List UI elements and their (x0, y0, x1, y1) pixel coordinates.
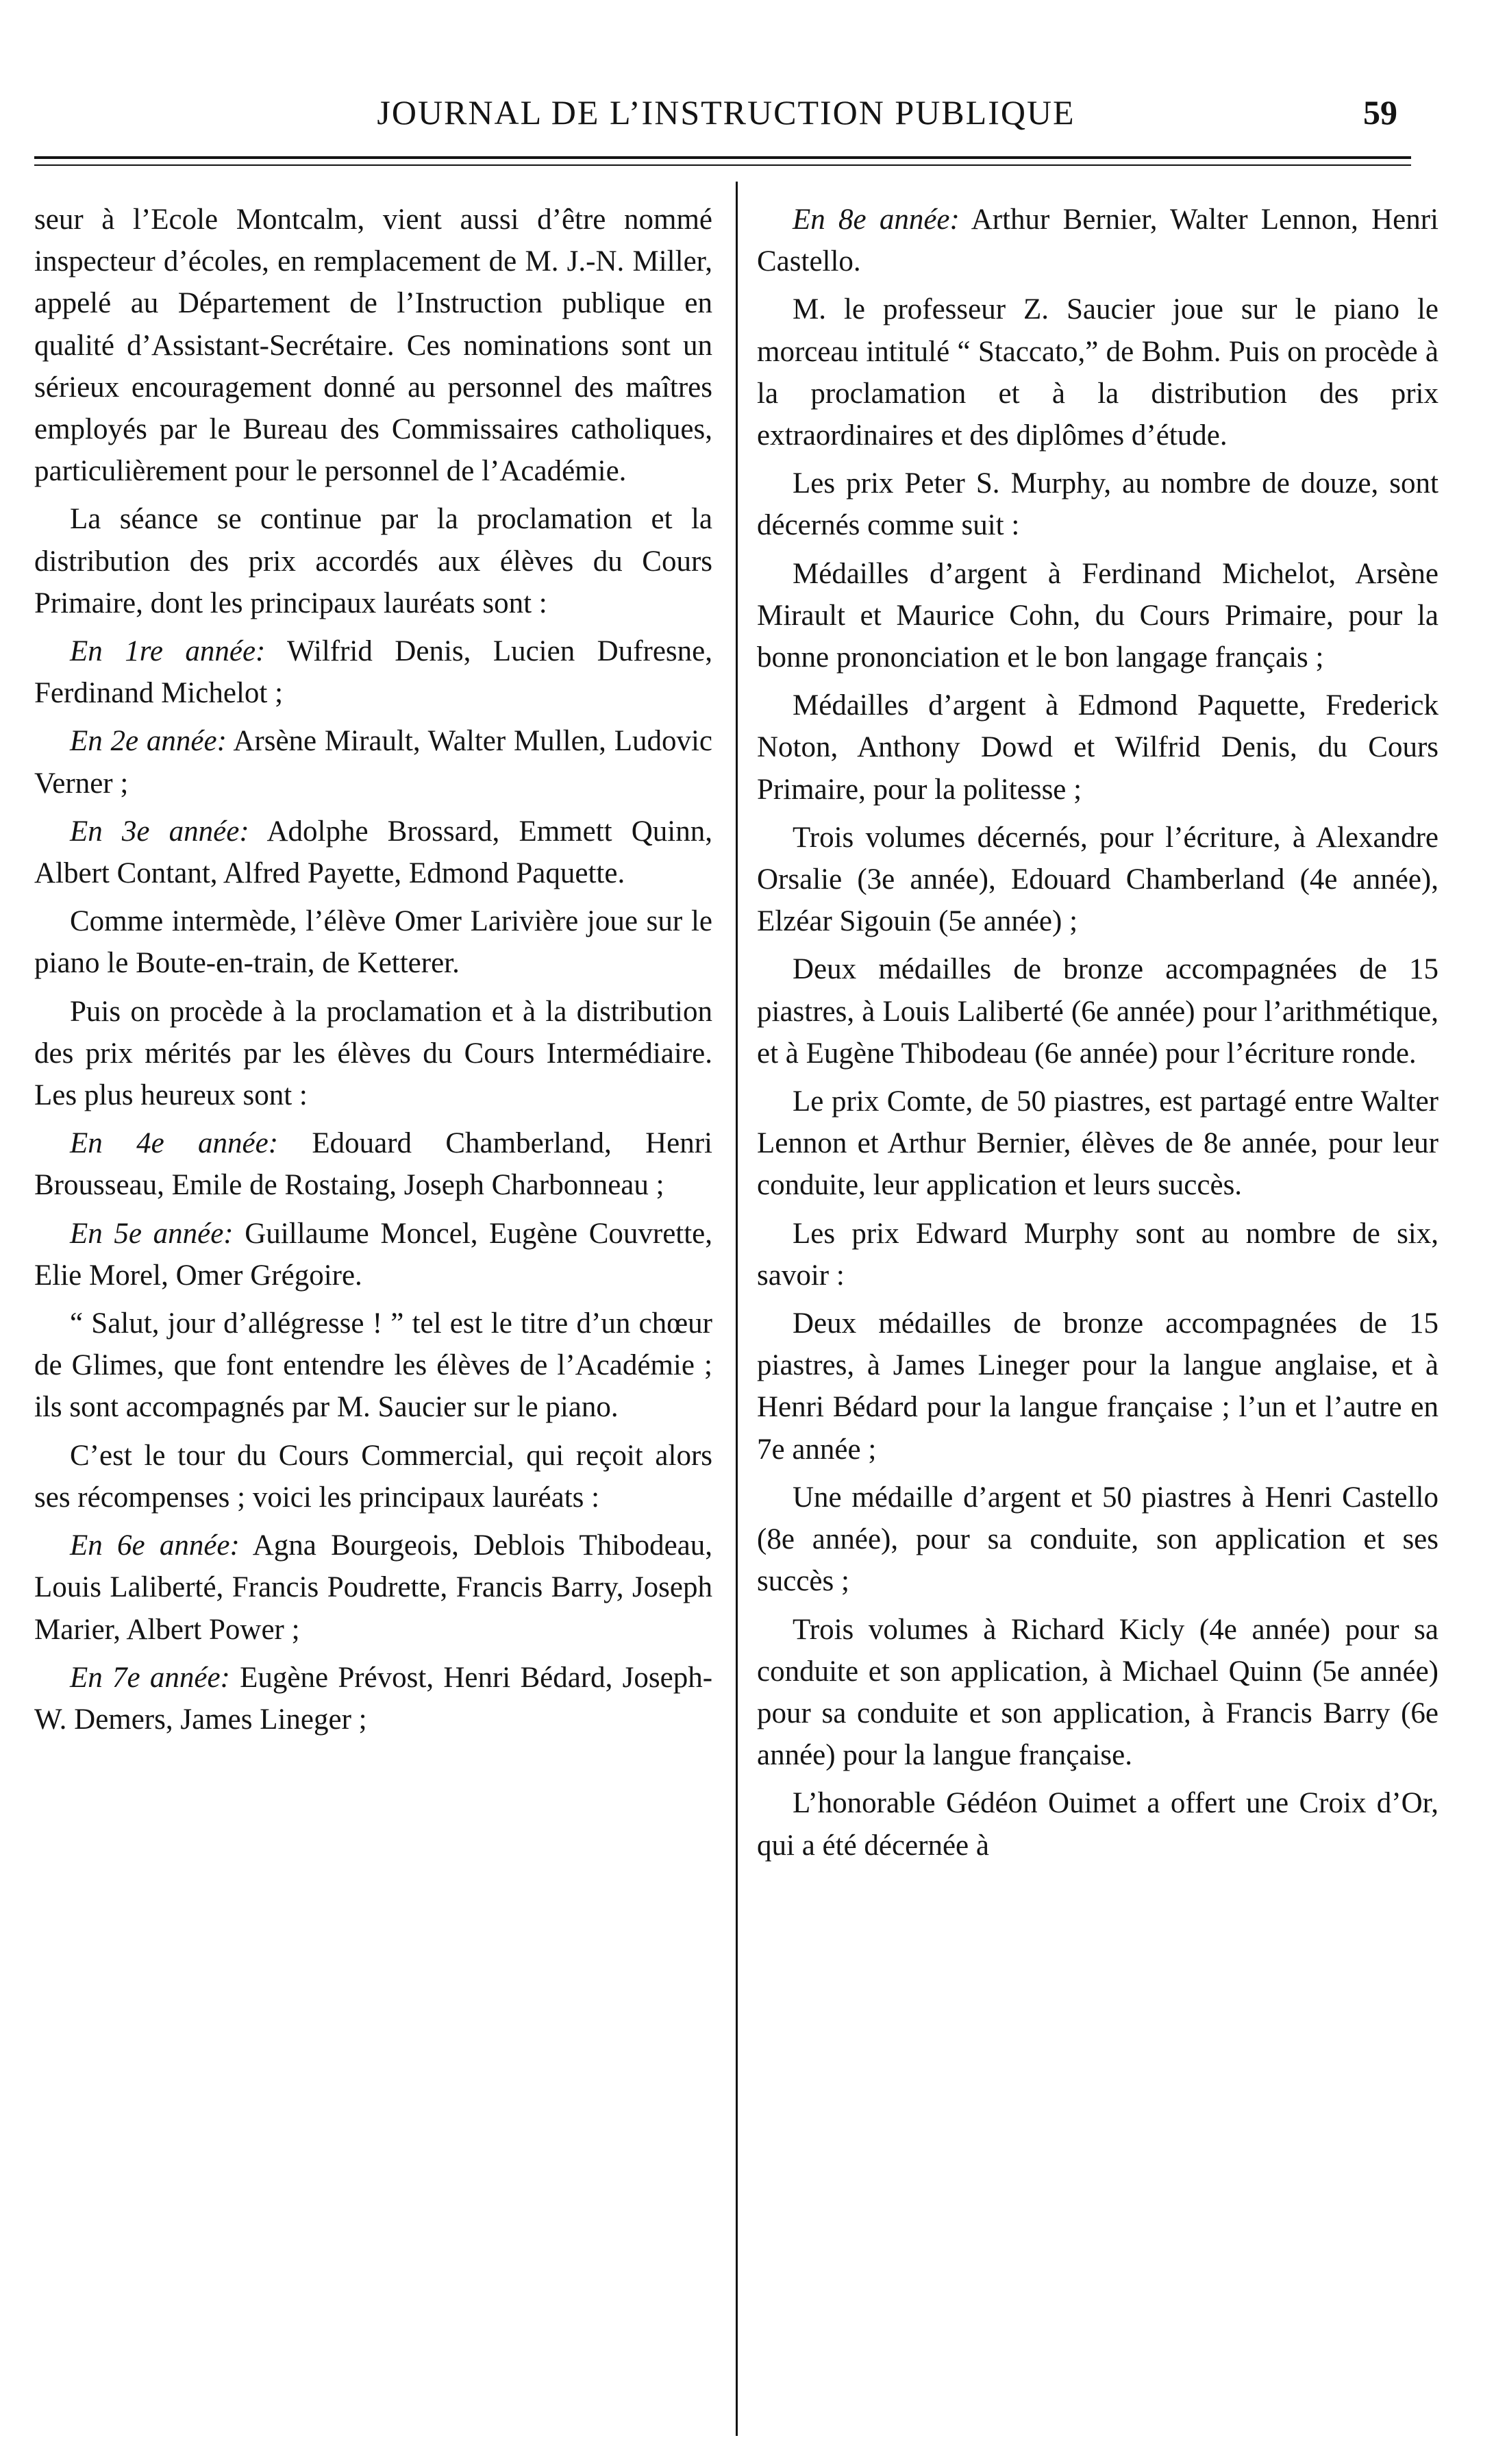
paragraph (757, 199, 1438, 282)
paragraph-text: “ Salut, jour d’allégresse ! ” tel est le titre d’un chœur de Glimes, que font entendre les élèves de l’Académie ; ils sont accompagnés par M. Saucier sur le piano. (34, 1307, 712, 1424)
paragraph (757, 948, 1438, 1074)
column-divider (736, 182, 738, 2436)
paragraph-text: Médailles d’argent à Ferdinand Michelot, Arsène Mirault et Maurice Cohn, du Cours Primaire, pour la bonne prononciation et le bon langage français ; (757, 557, 1438, 674)
paragraph (34, 900, 712, 984)
paragraph-text: L’honorable Gédéon Ouimet a offert une Croix d’Or, qui a été décernée à (757, 1787, 1438, 1862)
right-column (757, 199, 1438, 1873)
paragraph-text: Arsène Mirault, Walter Mullen, Ludovic Verner ; (34, 725, 712, 800)
left-column (34, 199, 712, 1747)
paragraph (757, 1782, 1438, 1866)
paragraph (34, 1303, 712, 1429)
grade-label: En 4e année: (70, 1127, 279, 1160)
paragraph-text: Edouard Chamberland, Henri Brousseau, Emile de Rostaing, Joseph Charbonneau ; (34, 1127, 713, 1202)
grade-label: En 7e année: (70, 1661, 230, 1694)
grade-label: En 8e année: (793, 204, 960, 236)
paragraph-text: La séance se continue par la proclamation et la distribution des prix accordés aux élèves du Cours Primaire, dont les principaux lauréats sont : (34, 503, 712, 619)
paragraph (757, 463, 1438, 546)
grade-label: En 3e année: (70, 815, 249, 848)
paragraph-text: seur à l’Ecole Montcalm, vient aussi d’être nommé inspecteur d’écoles, en remplacement de M. J.-N. Miller, appelé au Département de l’Instruction publique en qualité d’Assistant-Secrétaire. Ces nominations sont un sérieux encouragement donné au personnel des maîtres employés par le Bureau des Commissaires catholiques, particulièrement pour le personnel de l’Académie. (34, 204, 712, 488)
paragraph (34, 1657, 712, 1740)
paragraph (34, 811, 712, 894)
paragraph (34, 630, 712, 714)
paragraph-text: Adolphe Brossard, Emmett Quinn, Albert Contant, Alfred Payette, Edmond Paquette. (34, 815, 712, 890)
paragraph-text: Deux médailles de bronze accompagnées de 15 piastres, à James Lineger pour la langue anglaise, et à Henri Bédard pour la langue française ; l’un et l’autre en 7e année ; (757, 1307, 1438, 1466)
paragraph (34, 199, 712, 492)
paragraph-text: Une médaille d’argent et 50 piastres à Henri Castello (8e année), pour sa conduite, son application et ses succès ; (757, 1481, 1438, 1598)
paragraph-text: Eugène Prévost, Henri Bédard, Joseph-W. Demers, James Lineger ; (34, 1661, 713, 1736)
paragraph (757, 1081, 1438, 1207)
paragraph-text: C’est le tour du Cours Commercial, qui reçoit alors ses récompenses ; voici les principaux lauréats : (34, 1439, 712, 1514)
paragraph-text: Les prix Peter S. Murphy, au nombre de douze, sont décernés comme suit : (757, 467, 1438, 542)
paragraph-text: Guillaume Moncel, Eugène Couvrette, Elie Morel, Omer Grégoire. (34, 1217, 713, 1292)
paragraph (34, 1525, 712, 1651)
paragraph (757, 817, 1438, 943)
paragraph-text: Le prix Comte, de 50 piastres, est partagé entre Walter Lennon et Arthur Bernier, élèves de 8e année, pour leur conduite, leur application et leurs succès. (757, 1085, 1438, 1202)
paragraph-text: Trois volumes décernés, pour l’écriture, à Alexandre Orsalie (3e année), Edouard Chamberland (4e année), Elzéar Sigouin (5e année) ; (757, 821, 1438, 938)
paragraph-text: Arthur Bernier, Walter Lennon, Henri Castello. (757, 204, 1439, 278)
paragraph (757, 288, 1438, 456)
paragraph-text: Wilfrid Denis, Lucien Dufresne, Ferdinand Michelot ; (34, 635, 712, 710)
paragraph-text: Les prix Edward Murphy sont au nombre de six, savoir : (757, 1217, 1438, 1292)
grade-label: En 5e année: (70, 1217, 234, 1250)
journal-title: JOURNAL DE L’INSTRUCTION PUBLIQUE (377, 93, 1075, 132)
header-rule-thick (34, 156, 1411, 159)
paragraph (34, 498, 712, 624)
paragraph (34, 1435, 712, 1518)
paragraph (34, 720, 712, 804)
grade-label: En 6e année: (70, 1529, 240, 1562)
page-header (41, 86, 1411, 147)
paragraph-text: Comme intermède, l’élève Omer Larivière joue sur le piano le Boute-en-train, de Ketterer. (34, 905, 712, 980)
paragraph-text: Agna Bourgeois, Deblois Thibodeau, Louis Laliberté, Francis Poudrette, Francis Barry, Joseph Marier, Albert Power ; (34, 1529, 712, 1646)
paragraph-text: Puis on procède à la proclamation et à la distribution des prix mérités par les élèves du Cours Intermédiaire. Les plus heureux sont : (34, 995, 712, 1112)
paragraph-text: Trois volumes à Richard Kicly (4e année) pour sa conduite et son application, à Michael Quinn (5e année) pour sa conduite et son application, à Francis Barry (6e année) pour la langue française. (757, 1613, 1438, 1772)
grade-label: En 1re année: (70, 635, 266, 668)
paragraph (757, 685, 1438, 811)
paragraph-text: Médailles d’argent à Edmond Paquette, Frederick Noton, Anthony Dowd et Wilfrid Denis, du Cours Primaire, pour la politesse ; (757, 689, 1438, 806)
paragraph (34, 1213, 712, 1296)
paragraph (757, 1477, 1438, 1603)
paragraph (757, 553, 1438, 679)
page-number: 59 (1363, 93, 1397, 132)
paragraph (757, 1609, 1438, 1777)
paragraph-text: Deux médailles de bronze accompagnées de 15 piastres, à Louis Laliberté (6e année) pour l’arithmétique, et à Eugène Thibodeau (6e année) pour l’écriture ronde. (757, 953, 1438, 1070)
paragraph (757, 1303, 1438, 1470)
paragraph (34, 991, 712, 1117)
grade-label: En 2e année: (70, 725, 227, 758)
paragraph (34, 1122, 712, 1206)
paragraph-text: M. le professeur Z. Saucier joue sur le piano le morceau intitulé “ Staccato,” de Bohm. Puis on procède à la proclamation et à la distribution des prix extraordinaires et des diplômes d’étude. (757, 293, 1438, 452)
header-rule-thin (34, 164, 1411, 166)
paragraph (757, 1213, 1438, 1296)
